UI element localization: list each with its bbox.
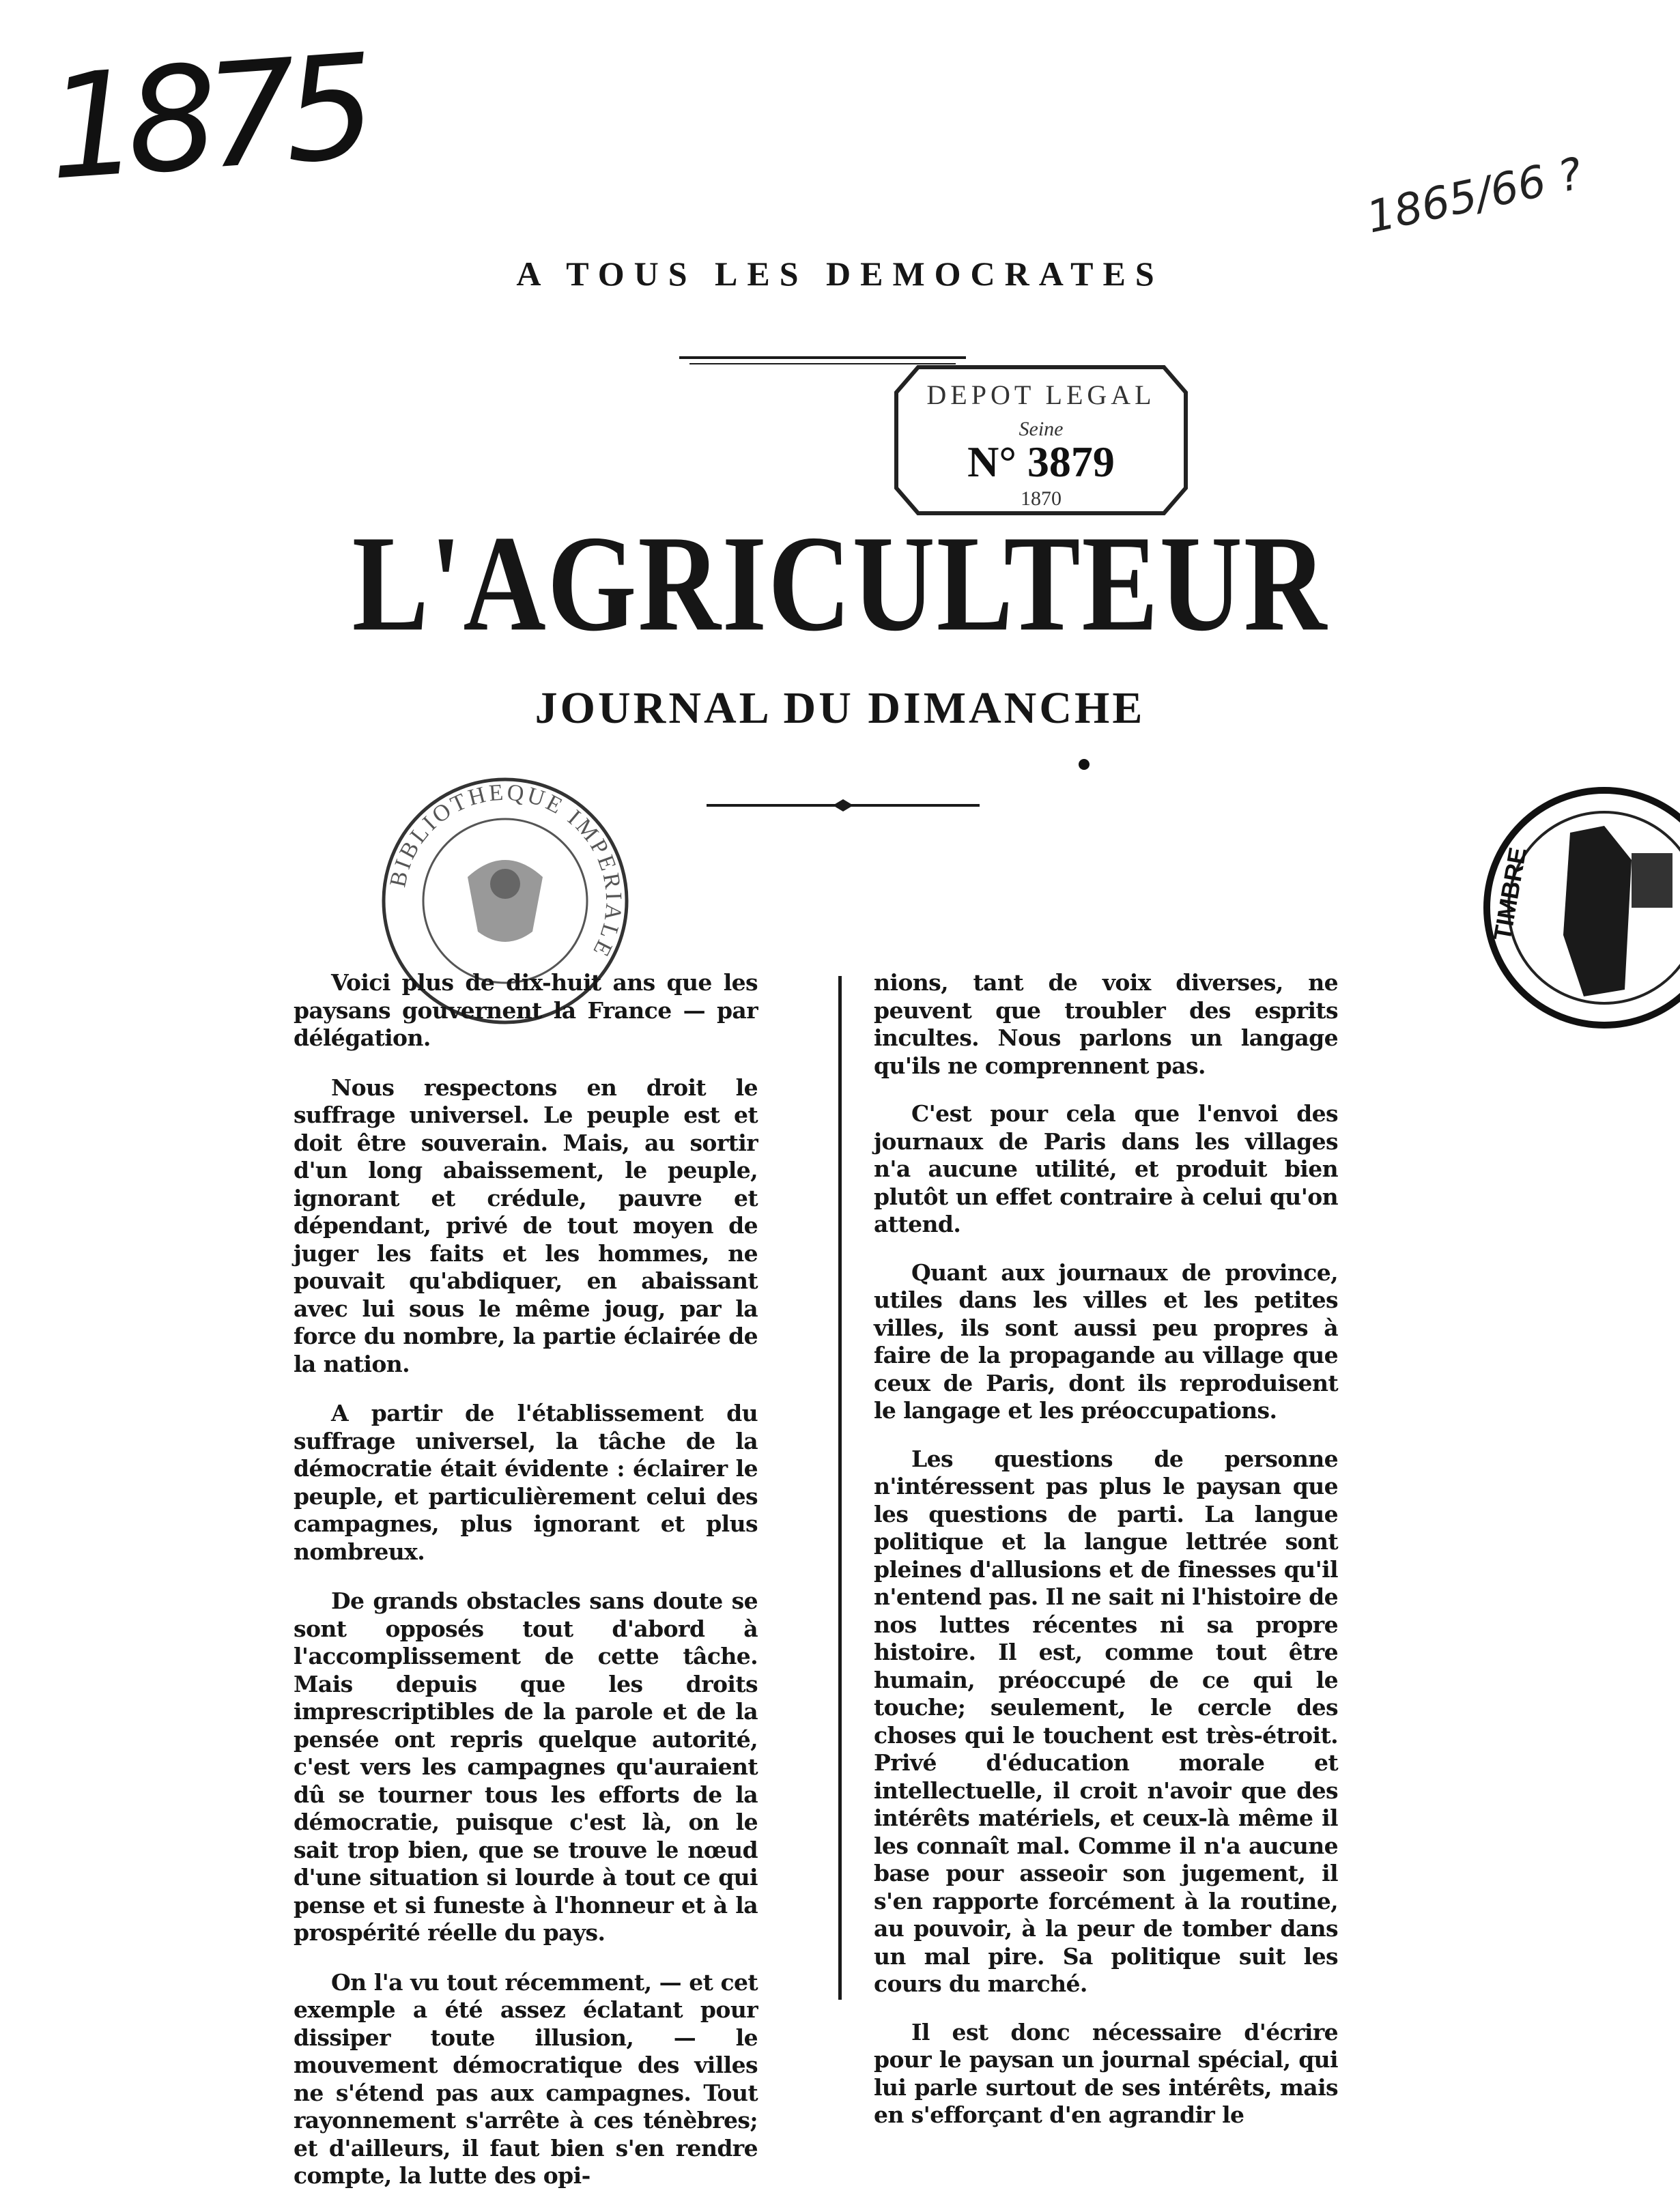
stamp-text-seine: Seine: [1019, 418, 1064, 440]
paragraph: Quant aux journaux de province, utiles dans les villes et les petites villes, ils sont aussi peu propres à faire de la propagande au village que ceux de Paris, dont ils reproduisent le langage et les préoccupations.: [874, 1259, 1338, 1424]
stamp-text-year: 1870: [1021, 487, 1062, 510]
column-divider: [838, 976, 842, 2000]
masthead-title: L'AGRICULTEUR: [352, 507, 1328, 660]
stamp-text-timbre: TIMBRE: [1487, 845, 1532, 943]
article-column-right: [874, 969, 1338, 2150]
paragraph: On l'a vu tout récemment, — et cet exemple a été assez éclatant pour dissiper toute illusion, — le mouvement démocratique des villes ne s'étend pas aux campagnes. Tout rayonnement s'arrête à ces ténèbres; et d'ailleurs, il faut bien s'en rendre compte, la lutte des opi-: [294, 1968, 758, 2189]
stamp-ring-text: BIBLIOTHEQUE IMPERIALE: [385, 779, 627, 963]
stamp-text-number: N° 3879: [967, 437, 1115, 486]
paragraph: De grands obstacles sans doute se sont opposés tout d'abord à l'accomplissement de cette tâche. Mais depuis que les droits imprescriptibles de la parole et de la pensée ont repris quelque autorité, c'est vers les campagnes qu'auraient dû se tourner tous les efforts de la démocratie, puisque c'est là, on le sait trop bien, que se trouve le nœud d'une situation si lourde à tout ce qui pense et si funeste à l'honneur et à la prospérité réelle du pays.: [294, 1588, 758, 1946]
ornament-rule: [707, 795, 980, 816]
figure-icon: [1563, 826, 1632, 996]
paragraph: Les questions de personne n'intéressent pas plus le paysan que les questions de parti. La langue politique et la langue lettrée sont pleines d'allusions et de finesses qu'il n'entend pas. Il ne sait ni l'histoire de nos luttes récentes ni sa propre histoire. Il est, comme tout être humain, préoccupé de ce qui le touche; seulement, le cercle des choses qui le touchent est très-étroit. Privé d'éducation morale et intellectuelle, il croit n'avoir que des intérêts matériels, et ceux-là même il les connaît mal. Comme il n'a aucune base pour asseoir son jugement, il s'en rapporte forcément à la routine, au pouvoir, à la peur de tomber dans un mal pire. Sa politique suit les cours du marché.: [874, 1445, 1338, 1997]
article-column-left: [294, 969, 758, 2212]
handwritten-reference: 1865/66 ?: [1362, 148, 1587, 244]
depot-legal-stamp: [891, 362, 1191, 519]
paragraph: nions, tant de voix diverses, ne peuvent que troubler des esprits incultes. Nous parlons un langage qu'ils ne comprennent pas.: [874, 969, 1338, 1079]
ornament-dot: [1079, 759, 1090, 770]
paragraph: Il est donc nécessaire d'écrire pour le paysan un journal spécial, qui lui parle surtout de ses intérêts, mais en s'efforçant d'en agrandir le: [874, 2018, 1338, 2128]
paragraph: Nous respectons en droit le suffrage universel. Le peuple est et doit être souverain. Mais, au sortir d'un long abaissement, le peuple, ignorant et crédule, pauvre et dépendant, privé de tout moyen de juger les faits et les hommes, ne pouvait qu'abdiquer, en abaissant avec lui sous le même joug, par la force du nombre, la partie éclairée de la nation.: [294, 1074, 758, 1377]
paragraph: Voici plus de dix-huit ans que les paysans gouvernent la France — par délégation.: [294, 969, 758, 1051]
timbre-stamp: [1468, 785, 1680, 1031]
header-rule: [679, 356, 966, 359]
stamp-text-depot: DEPOT LEGAL: [926, 379, 1156, 410]
handwritten-year: 1875: [42, 23, 369, 212]
masthead-subtitle: JOURNAL DU DIMANCHE: [535, 683, 1145, 733]
paragraph: A partir de l'établissement du suffrage universel, la tâche de la démocratie était évidente : éclairer le peuple, et particulièrement celui des campagnes, plus ignorant et plus nombreux.: [294, 1400, 758, 1565]
kicker-heading: A TOUS LES DEMOCRATES: [516, 255, 1164, 293]
paragraph: C'est pour cela que l'envoi des journaux de Paris dans les villages n'a aucune utilité, et produit bien plutôt un effet contraire à celui qu'on attend.: [874, 1100, 1338, 1237]
